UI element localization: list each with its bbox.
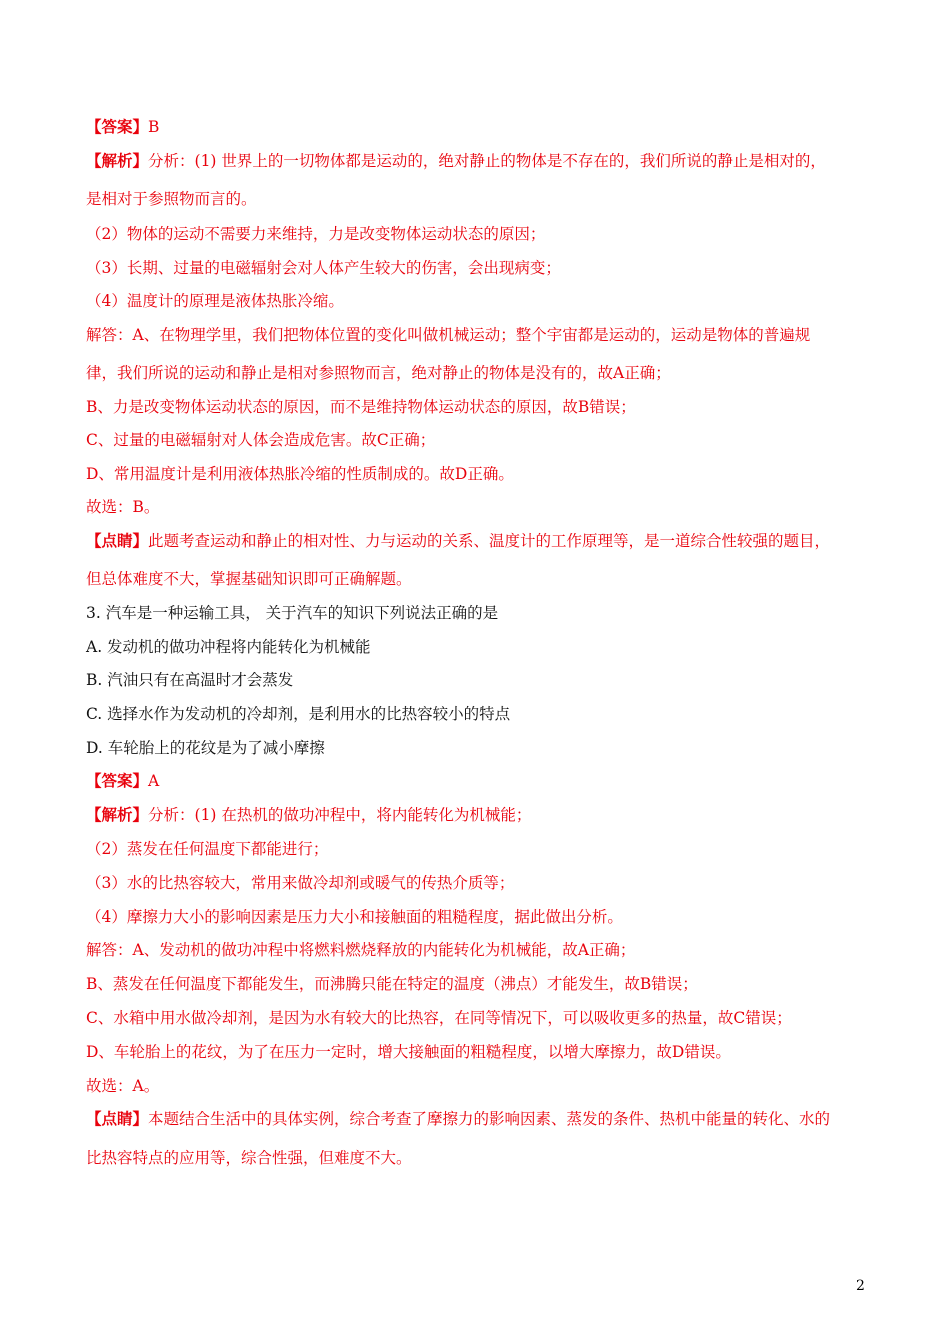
q2-comment-text-1: 此题考查运动和静止的相对性、力与运动的关系、温度计的工作原理等，是一道综合性较强的题目，	[148, 532, 831, 550]
q3-solve-c: C、水箱中用水做冷却剂，是因为水有较大的比热容，在同等情况下，可以吸收更多的热量，故C错误；	[86, 1009, 792, 1027]
q2-solve-a-line-1: 解答：A、在物理学里，我们把物体位置的变化叫做机械运动；整个宇宙都是运动的，运动是物体的普遍规	[86, 326, 811, 344]
q3-answer-value: A	[148, 772, 160, 790]
q3-option-c: C. 选择水作为发动机的冷却剂，是利用水的比热容较小的特点	[86, 705, 511, 723]
q2-comment-line-2: 但总体难度不大，掌握基础知识即可正确解题。	[86, 570, 412, 588]
q3-option-d: D. 车轮胎上的花纹是为了减小摩擦	[86, 739, 325, 757]
q3-point-4: （4）摩擦力大小的影响因素是压力大小和接触面的粗糙程度，据此做出分析。	[86, 908, 623, 926]
q3-comment-line-2: 比热容特点的应用等，综合性强，但难度不大。	[86, 1149, 412, 1167]
q2-solve-d: D、常用温度计是利用液体热胀冷缩的性质制成的。故D正确。	[86, 465, 514, 483]
q2-analysis-line-1	[86, 151, 826, 171]
q2-point-2: （2）物体的运动不需要力来维持，力是改变物体运动状态的原因；	[86, 225, 546, 243]
q3-answer-line	[86, 771, 159, 791]
q2-analysis-tag: 【解析】	[86, 151, 149, 170]
q2-point-3: （3）长期、过量的电磁辐射会对人体产生较大的伤害，会出现病变；	[86, 259, 561, 277]
q3-answer-tag: 【答案】	[86, 771, 149, 790]
q3-stem: 3. 汽车是一种运输工具， 关于汽车的知识下列说法正确的是	[86, 604, 499, 622]
q3-comment-text-1: 本题结合生活中的具体实例，综合考查了摩擦力的影响因素、蒸发的条件、热机中能量的转化、水的	[148, 1110, 831, 1128]
q3-option-a: A. 发动机的做功冲程将内能转化为机械能	[86, 638, 371, 656]
q3-analysis-line-1	[86, 805, 531, 825]
q2-solve-b: B、力是改变物体运动状态的原因，而不是维持物体运动状态的原因，故B错误；	[86, 398, 636, 416]
q2-solve-a-line-2: 律，我们所说的运动和静止是相对参照物而言，绝对静止的物体是没有的，故A正确；	[86, 364, 671, 382]
q2-comment-line-1	[86, 531, 830, 551]
q2-comment-tag: 【点睛】	[86, 531, 149, 550]
q3-analysis-text-1: 分析：(1) 在热机的做功冲程中，将内能转化为机械能；	[148, 806, 532, 824]
q3-solve-b: B、蒸发在任何温度下都能发生，而沸腾只能在特定的温度（沸点）才能发生，故B错误；	[86, 975, 698, 993]
q3-point-3: （3）水的比热容较大，常用来做冷却剂或暖气的传热介质等；	[86, 874, 515, 892]
q2-solve-c: C、过量的电磁辐射对人体会造成危害。故C正确；	[86, 431, 436, 449]
q2-point-4: （4）温度计的原理是液体热胀冷缩。	[86, 292, 344, 310]
q3-option-b: B. 汽油只有在高温时才会蒸发	[86, 671, 294, 689]
q3-choose: 故选：A。	[86, 1077, 160, 1095]
q2-analysis-text-1: 分析：(1) 世界上的一切物体都是运动的，绝对静止的物体是不存在的，我们所说的静止是相对的，	[148, 152, 826, 170]
q2-answer-value: B	[148, 118, 160, 136]
q3-comment-tag: 【点睛】	[86, 1109, 149, 1128]
q2-answer-tag: 【答案】	[86, 117, 149, 136]
page-number: 2	[856, 1278, 865, 1294]
q3-point-2: （2）蒸发在任何温度下都能进行；	[86, 840, 329, 858]
q3-solve-a: 解答：A、发动机的做功冲程中将燃料燃烧释放的内能转化为机械能，故A正确；	[86, 941, 636, 959]
q3-comment-line-1	[86, 1109, 830, 1129]
q2-choose: 故选：B。	[86, 498, 160, 516]
q3-solve-d: D、车轮胎上的花纹，为了在压力一定时，增大接触面的粗糙程度，以增大摩擦力，故D错误。	[86, 1043, 731, 1061]
q2-analysis-line-2: 是相对于参照物而言的。	[86, 190, 257, 208]
q3-analysis-tag: 【解析】	[86, 805, 149, 824]
q2-answer-line	[86, 117, 159, 137]
